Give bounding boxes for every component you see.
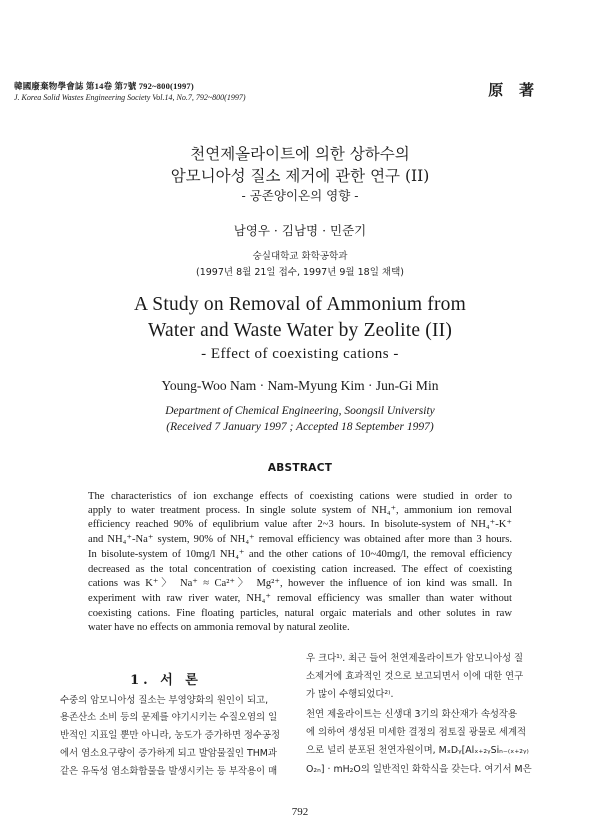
- abstract-line: In bisolute-system of 10mg/l NH₄⁺ and the other cations of 10~40mg/l, the removal efficiency: [88, 549, 512, 560]
- body-text-line: 에 의하여 생성된 미세한 결정의 점토질 광물로 세계적: [306, 727, 527, 738]
- abstract-heading: ABSTRACT: [267, 462, 333, 474]
- korean-title-line-2: 암모니아성 질소 제거에 관한 연구 (II): [170, 167, 430, 185]
- abstract-line: experiment with raw river water, NH₄⁺ removal efficiency was smaller than water without: [88, 593, 512, 604]
- abstract-line: water have no effects on ammonia removal by natural zeolite.: [88, 622, 350, 633]
- body-text-line: 으로 널리 분포된 천연자원이며, MₓDᵧ[Alₓ₊₂ᵧSiₙ₋₍ₓ₊₂ᵧ₎: [306, 745, 529, 756]
- english-authors: Young-Woo Nam · Nam-Myung Kim · Jun-Gi Min: [161, 378, 439, 393]
- korean-affiliation: 숭실대학교 화학공학과: [252, 251, 348, 262]
- english-subtitle: - Effect of coexisting cations -: [201, 346, 399, 362]
- abstract-line: and NH₄⁺-Na⁺ system, 90% of NH₄⁺ removal efficiency was obtained after more than 3 hours.: [88, 534, 512, 545]
- page-number: 792: [291, 806, 309, 818]
- section-heading-introduction: 1. 서 론: [130, 673, 202, 688]
- body-text-line: 가 많이 수행되었다²⁾.: [306, 689, 394, 700]
- abstract-line: The characteristics of ion exchange effects of coexisting cations were studied in order to: [88, 491, 512, 502]
- body-text-line: 에서 염소요구량이 증가하게 되고 발암물질인 THM과: [60, 748, 277, 759]
- korean-dates: (1997년 8월 21일 접수, 1997년 9월 18일 채택): [196, 267, 404, 278]
- body-text-line: 소제거에 효과적인 것으로 보고되면서 이에 대한 연구: [306, 671, 524, 682]
- body-text-line: 용존산소 소비 등의 문제를 야기시키는 수질오염의 일: [60, 712, 278, 723]
- abstract-line: efficiency reached 90% of equlibrium value after 2~3 hours. In bisolute-system of NH₄⁺-K⁺: [88, 519, 512, 530]
- article-type: 原 著: [488, 83, 540, 99]
- abstract-line: decreased as the total concentration of coexisting cation increased. The effect of coexisting: [88, 564, 512, 575]
- abstract-line: apply to water treatment process. In single solute system of NH₄⁺, ammonium ion removal: [88, 505, 512, 516]
- journal-header: [14, 80, 246, 104]
- abstract-line: cations was K⁺〉 Na⁺ ≈ Ca²⁺〉 Mg²⁺, however the influence of ion kind was small. In: [88, 578, 512, 589]
- english-affiliation: Department of Chemical Engineering, Soongsil University: [165, 405, 435, 417]
- journal-name-korean: 韓國廢棄物學會誌 第14卷 第7號 792~800(1997): [14, 81, 194, 91]
- body-text-line: 천연 제올라이트는 신생대 3기의 화산재가 속성작용: [306, 709, 518, 720]
- body-text-line: 수중의 암모니아성 질소는 부영양화의 원인이 되고,: [60, 695, 269, 706]
- korean-subtitle: - 공존양이온의 영향 -: [241, 188, 359, 203]
- korean-authors: 남영우 · 김남명 · 민준기: [233, 223, 367, 238]
- korean-title-line-1: 천연제올라이트에 의한 상하수의: [190, 145, 410, 163]
- body-text-line: 반적인 지표일 뿐만 아니라, 농도가 증가하면 정수공정: [60, 730, 281, 741]
- body-text-line: 같은 유독성 염소화합물을 발생시키는 등 부작용이 매: [60, 766, 278, 777]
- journal-name-english: J. Korea Solid Wastes Engineering Society Vol.14, No.7, 792~800(1997): [14, 93, 246, 102]
- body-text-line: 우 크다¹⁾. 최근 들어 천연제올라이트가 암모니아성 질: [306, 653, 524, 664]
- english-title-line-2: Water and Waste Water by Zeolite (II): [147, 320, 453, 341]
- english-dates: (Received 7 January 1997 ; Accepted 18 September 1997): [166, 421, 434, 433]
- abstract-line: coexisting cations. Fine floating particles, natural orgaic materials and other solutes in raw: [88, 608, 512, 619]
- body-text-line: O₂ₙ] · mH₂O의 일반적인 화학식을 갖는다. 여기서 M은: [306, 764, 532, 775]
- english-title-line-1: A Study on Removal of Ammonium from: [134, 294, 466, 315]
